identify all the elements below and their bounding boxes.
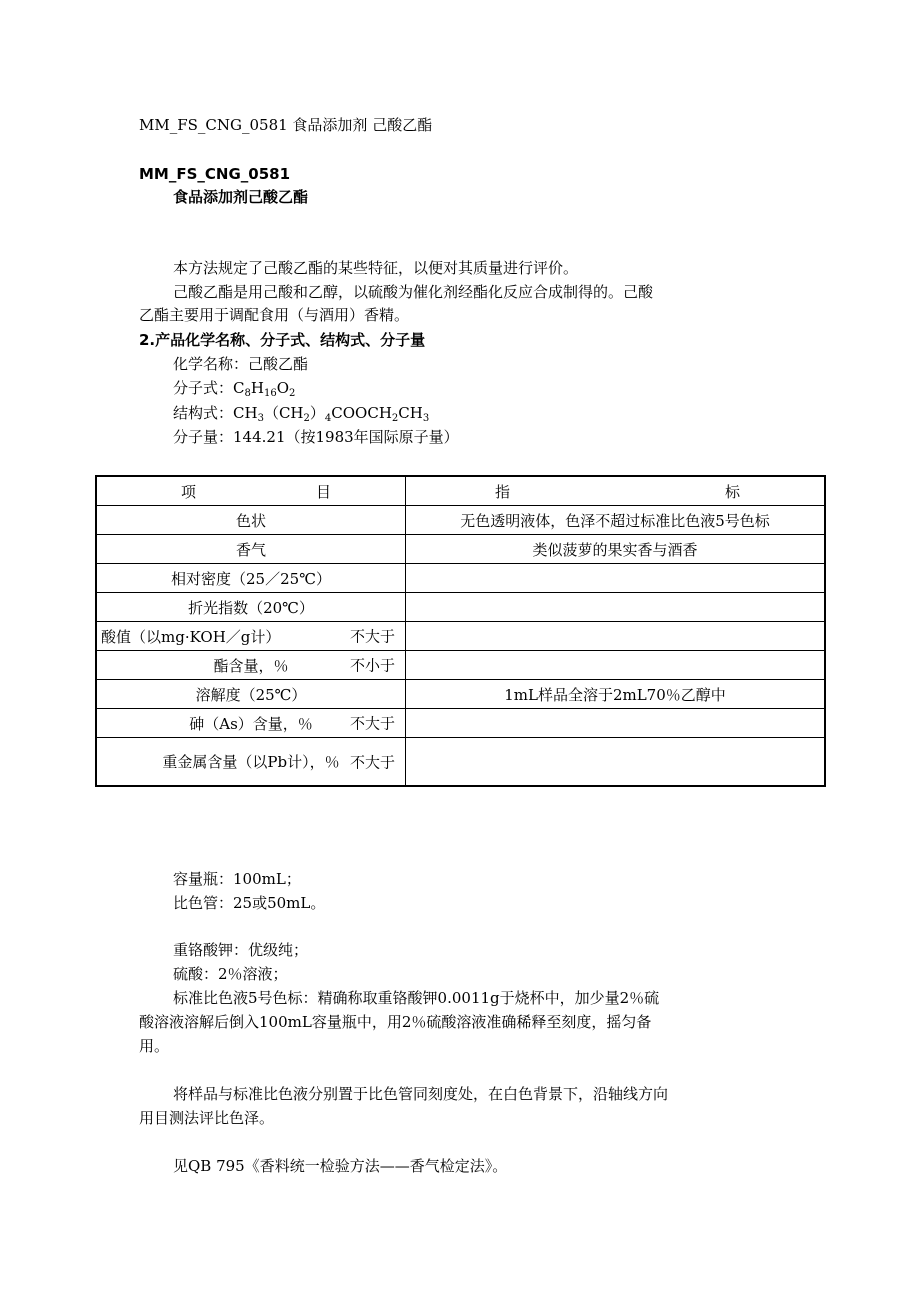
row-qualifier: 不小于: [349, 656, 395, 675]
body-line: 重铬酸钾：优级纯；: [173, 941, 309, 959]
table-row: [96, 738, 825, 787]
row-qualifier: 不大于: [349, 627, 395, 646]
row-spec: [406, 593, 826, 622]
row-item: 折光指数（20℃）: [188, 598, 314, 617]
document-code: MM_FS_CNG_0581: [139, 165, 291, 183]
header-item-a: 项: [181, 482, 197, 501]
row-spec: [406, 564, 826, 593]
specification-table: [95, 475, 826, 787]
body-line: 硫酸：2％溶液；: [173, 965, 288, 983]
row-spec: 类似菠萝的果实香与酒香: [406, 535, 826, 564]
table-row: [96, 709, 825, 738]
table-row: [96, 651, 825, 680]
row-item: 酯含量，％: [213, 656, 289, 675]
row-item: 砷（As）含量，％: [189, 714, 313, 733]
body-line: 见QB 795《香料统一检验方法——香气检定法》。: [173, 1157, 508, 1175]
row-item: 酸值（以mg·KOH／g计）: [101, 627, 281, 646]
table-row: [96, 622, 825, 651]
chemical-name: 化学名称：己酸乙酯: [173, 355, 309, 373]
header-spec-b: 标: [724, 482, 740, 501]
row-item: 溶解度（25℃）: [195, 685, 307, 704]
body-line: 容量瓶：100mL；: [173, 870, 301, 888]
body-line: 标准比色液5号色标：精确称取重铬酸钾0.0011g于烧杯中，加少量2％硫: [173, 989, 660, 1007]
row-qualifier: 不大于: [349, 714, 395, 733]
section-2-heading: 2.产品化学名称、分子式、结构式、分子量: [139, 331, 426, 349]
row-item: 相对密度（25／25℃）: [171, 569, 331, 588]
header-spec-a: 指: [495, 482, 511, 501]
row-spec: [406, 709, 826, 738]
structural-formula: 结构式：$CH_3(CH_2)_4COOCH_2CH_3$: [173, 404, 430, 424]
body-line: 用。: [139, 1037, 170, 1055]
row-spec: [406, 651, 826, 680]
intro-paragraph-1: 本方法规定了己酸乙酯的某些特征，以便对其质量进行评价。: [173, 259, 579, 277]
row-item: 色状: [235, 511, 266, 530]
row-spec: 1mL样品全溶于2mL70％乙醇中: [406, 680, 826, 709]
table-header-row: [96, 476, 825, 506]
molecular-weight: 分子量：144.21（按1983年国际原子量）: [173, 428, 459, 446]
table-row: [96, 680, 825, 709]
intro-paragraph-2: 己酸乙酯是用己酸和乙醇，以硫酸为催化剂经酯化反应合成制得的。己酸: [173, 283, 654, 301]
table-row: [96, 564, 825, 593]
row-spec: [406, 622, 826, 651]
row-item: 香气: [235, 540, 266, 559]
table-row: [96, 506, 825, 535]
body-line: 酸溶液溶解后倒入100mL容量瓶中，用2％硫酸溶液准确稀释至刻度，摇匀备: [139, 1013, 652, 1031]
body-line: 用目测法评比色泽。: [139, 1109, 275, 1127]
body-line: 比色管：25或50mL。: [173, 894, 326, 912]
molecular-formula: 分子式：$C_8H_{16}O_2$: [173, 379, 296, 399]
body-line: 将样品与标准比色液分别置于比色管同刻度处，在白色背景下，沿轴线方向: [173, 1085, 669, 1103]
row-item: 重金属含量（以Pb计），％: [162, 752, 340, 771]
document-heading: 食品添加剂己酸乙酯: [173, 188, 309, 206]
row-qualifier: 不大于: [349, 753, 395, 771]
table-row: [96, 535, 825, 564]
table-row: [96, 593, 825, 622]
header-item-b: 目: [315, 482, 331, 501]
intro-paragraph-2-cont: 乙酯主要用于调配食用（与酒用）香精。: [139, 306, 410, 324]
row-spec: 无色透明液体，色泽不超过标准比色液5号色标: [406, 506, 826, 535]
row-spec: [406, 738, 826, 787]
document-title: MM_FS_CNG_0581 食品添加剂 己酸乙酯: [139, 116, 433, 134]
